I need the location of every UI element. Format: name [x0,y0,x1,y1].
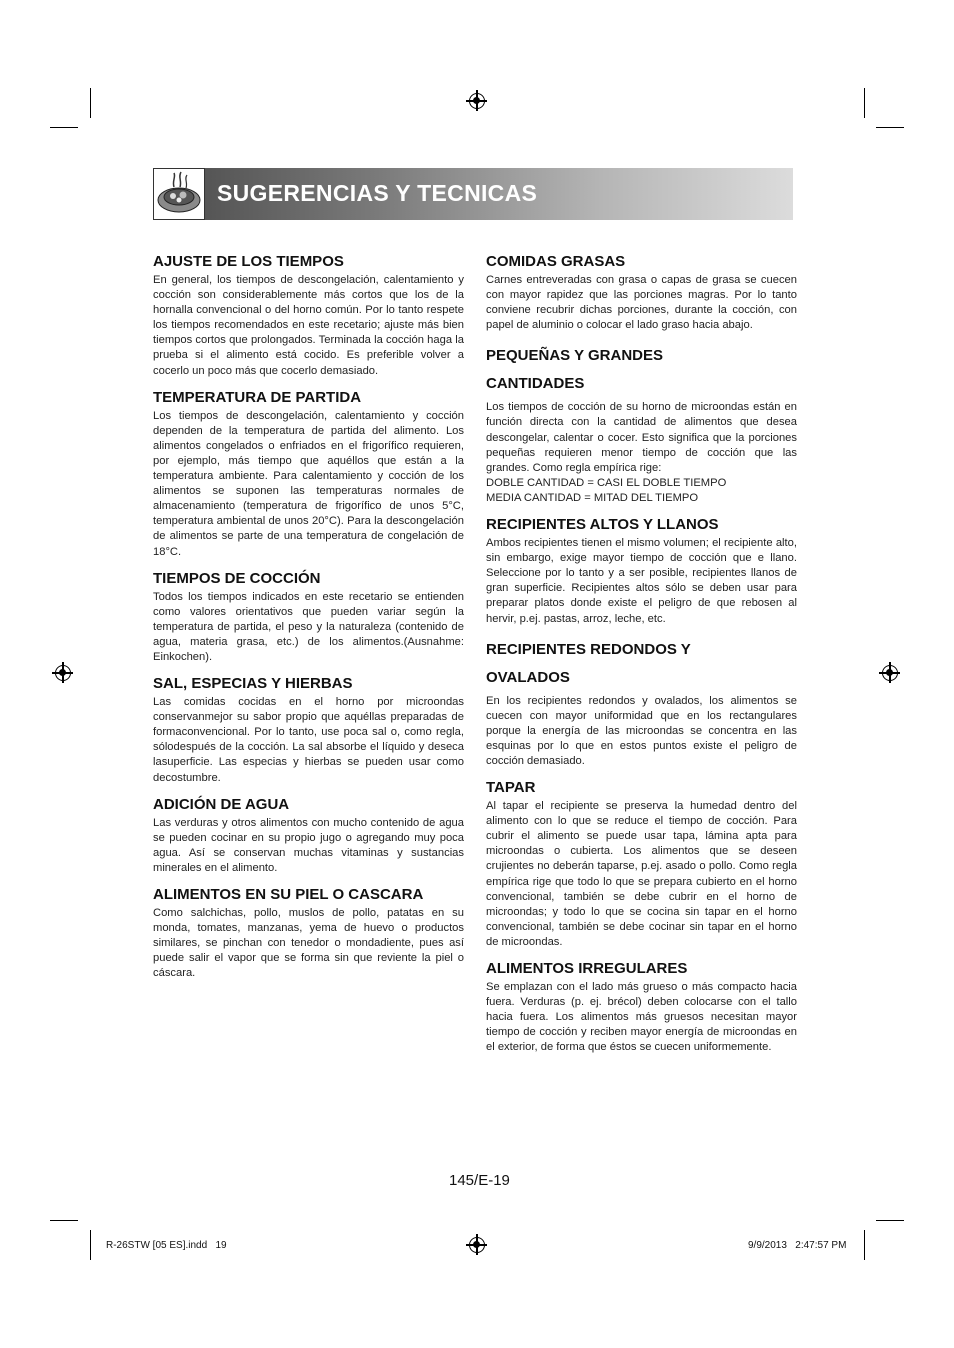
section [153,795,464,876]
section-heading: SAL, ESPECIAS Y HIERBAS [153,675,353,693]
section [153,388,464,560]
section [153,674,464,786]
section-header [153,168,793,220]
rule-line: DOBLE CANTIDAD = CASI EL DOBLE TIEMPO [486,476,727,489]
section-text: Se emplazan con el lado más grueso o más compacto hacia fuera. Verduras (p. ej. brécol) deben colocarse con el tallo hacia fuera. Los alimentos más gruesos necesitan mayor tiempo de cocción y reciben mayor energía de microondas en el exterior, de forma que éstos se cuecen uniformemente. [486,981,797,1054]
section-heading: PEQUEÑAS Y GRANDES [486,347,663,365]
right-column [486,252,797,1064]
section-heading: CANTIDADES [486,375,585,393]
section-heading: ADICIÓN DE AGUA [153,795,290,813]
crop-mark [50,127,78,128]
crop-mark [876,1220,904,1221]
crop-mark [50,1220,78,1221]
section-text: En general, los tiempos de descongelación, calentamiento y cocción son considerablemente más cortos que los de la hornalla convencional o del horno común. Por lo tanto respete los tiempos recomendados en este recetario; ajuste más bien tiempos cortos que prolongados. Terminada la cocción haga la prueba si el alimento está cocido. Es preferible volver a cocerlo un poco más que cocerlo demasiado. [153,274,464,377]
section-heading: ALIMENTOS EN SU PIEL O CASCARA [153,886,424,903]
section [153,252,464,379]
section [486,636,797,769]
section-heading: ALIMENTOS IRREGULARES [486,960,688,977]
section [486,252,797,333]
section-text: Como salchichas, pollo, muslos de pollo, patatas en su monda, tomates, manzanas, yema de huevo o productos similares, se pinchan con tenedor o mondadiente, pues así puede salir el vapor que se forma sin que reviente la piel o cáscara. [153,907,464,980]
section-heading: TAPAR [486,779,536,797]
rule-line: MEDIA CANTIDAD = MITAD DEL TIEMPO [486,491,699,504]
section [153,569,464,665]
section [486,515,797,627]
page-number: 145/E-19 [449,1172,510,1189]
footer-file-name: R-26STW [05 ES].indd 19 [106,1240,227,1251]
registration-mark-icon [882,665,898,681]
section-text: En los recipientes redondos y ovalados, los alimentos se cuecen con mayor uniformidad que en los rectangulares porque la energía de las microondas se concentra en las esquinas por lo que en estos puntos existe el peligro de cocción demasiado. [486,694,797,767]
food-plate-icon [153,168,205,220]
section-heading: OVALADOS [486,668,570,686]
section-text: Las comidas cocidas en el horno por microondas conservanmejor su sabor propio que aquéllas preparadas de formaconvencional. Por lo tanto, use poca sal o, como regla, sólodespués de la cocción. La sal absorbe el líquido y deseca lasuperficie. Las especias y hierbas se pueden usar como decostumbre. [153,696,464,784]
section-heading: RECIPIENTES REDONDOS Y [486,640,691,658]
crop-mark [90,88,91,118]
section [486,959,797,1055]
section-text: Los tiempos de descongelación, calentamiento y cocción dependen de la temperatura de partida del alimento. Los alimentos congelados o enfriados en el frigorífico requieren, por ejemplo, más tiempo que aquéllos que están a la temperatura ambiente. Para calentamiento y cocción de los alimentos se suponen las temperaturas normales de almacenamiento (temperatura de frigorífico de unos 5°C, temperatura ambiental de unos 20°C). Para la descongelación de alimentos se parte de una temperatura de congelación de 18°C. [153,409,464,558]
footer-timestamp: 9/9/2013 2:47:57 PM [748,1240,847,1251]
section-heading: AJUSTE DE LOS TIEMPOS [153,253,344,270]
crop-mark [90,1230,91,1260]
section-heading: COMIDAS GRASAS [486,253,626,270]
section [153,885,464,981]
section-heading: TIEMPOS DE COCCIÓN [153,569,321,587]
page-title: SUGERENCIAS Y TECNICAS [217,180,538,206]
section-text: Al tapar el recipiente se preserva la humedad dentro del alimento con lo que se reduce el tiempo de cocción. Para cubrir el alimento se puede usar tapa, lámina apta para microondas o cubierta. Los alimentos que se deseen crujientes no deberán taparse, p.ej. asado o pollo. Como regla empírica rige que todo lo que se prepara cubierto en el horno convencional, también se debe cubrir en el horno de microondas; y todo lo que se cocina sin tapar en el horno convencional, también se debe cocinar sin tapar en el horno de microondas. [486,800,797,948]
crop-mark [876,127,904,128]
registration-mark-icon [469,1237,485,1253]
registration-mark-icon [469,93,485,109]
section-text: Todos los tiempos indicados en este recetario se entienden como valores orientativos que pueden variar según la temperatura de partida, el peso y la naturaleza (contenido de agua, materia grasa, etc.) de los alimentos.(Ausnahme: Einkochen). [153,590,464,663]
left-column [153,252,464,990]
crop-mark [864,1230,865,1260]
section-heading: TEMPERATURA DE PARTIDA [153,388,362,406]
section [486,342,797,506]
registration-mark-icon [55,665,71,681]
section-text: Carnes entreveradas con grasa o capas de grasa se cuecen con mayor rapidez que las porciones magras. Por lo tanto conviene recubrir dichas porciones, durante la cocción, con papel de aluminio o colocar el lado graso hacia abajo. [486,274,797,332]
section-text: Ambos recipientes tienen el mismo volumen; el recipiente alto, sin embargo, exige mayor tiempo de cocción que e llano. Seleccione por lo tanto y a ser posible, recipientes llanos de gran superficie. Recipientes altos sólo se deben usar para preparar platos donde existe el peligro de que rebosen al hervir, p.ej. pastas, arroz, leche, etc. [486,537,797,625]
section [486,778,797,950]
section-text: Los tiempos de cocción de su horno de microondas están en función directa con la cantidad de alimentos que desea descongelar, calentar o cocer. Esto significa que la porciones pequeñas requieren menor tiempo de cocción que las grandes. Como regla empírica rige: [486,401,797,474]
section-text: Las verduras y otros alimentos con mucho contenido de agua se pueden cocinar en su propio jugo o agregando muy poca agua. Así se conservan muchas vitaminas y sustancias minerales en el alimento. [153,816,464,874]
crop-mark [864,88,865,118]
section-heading: RECIPIENTES ALTOS Y LLANOS [486,516,719,534]
